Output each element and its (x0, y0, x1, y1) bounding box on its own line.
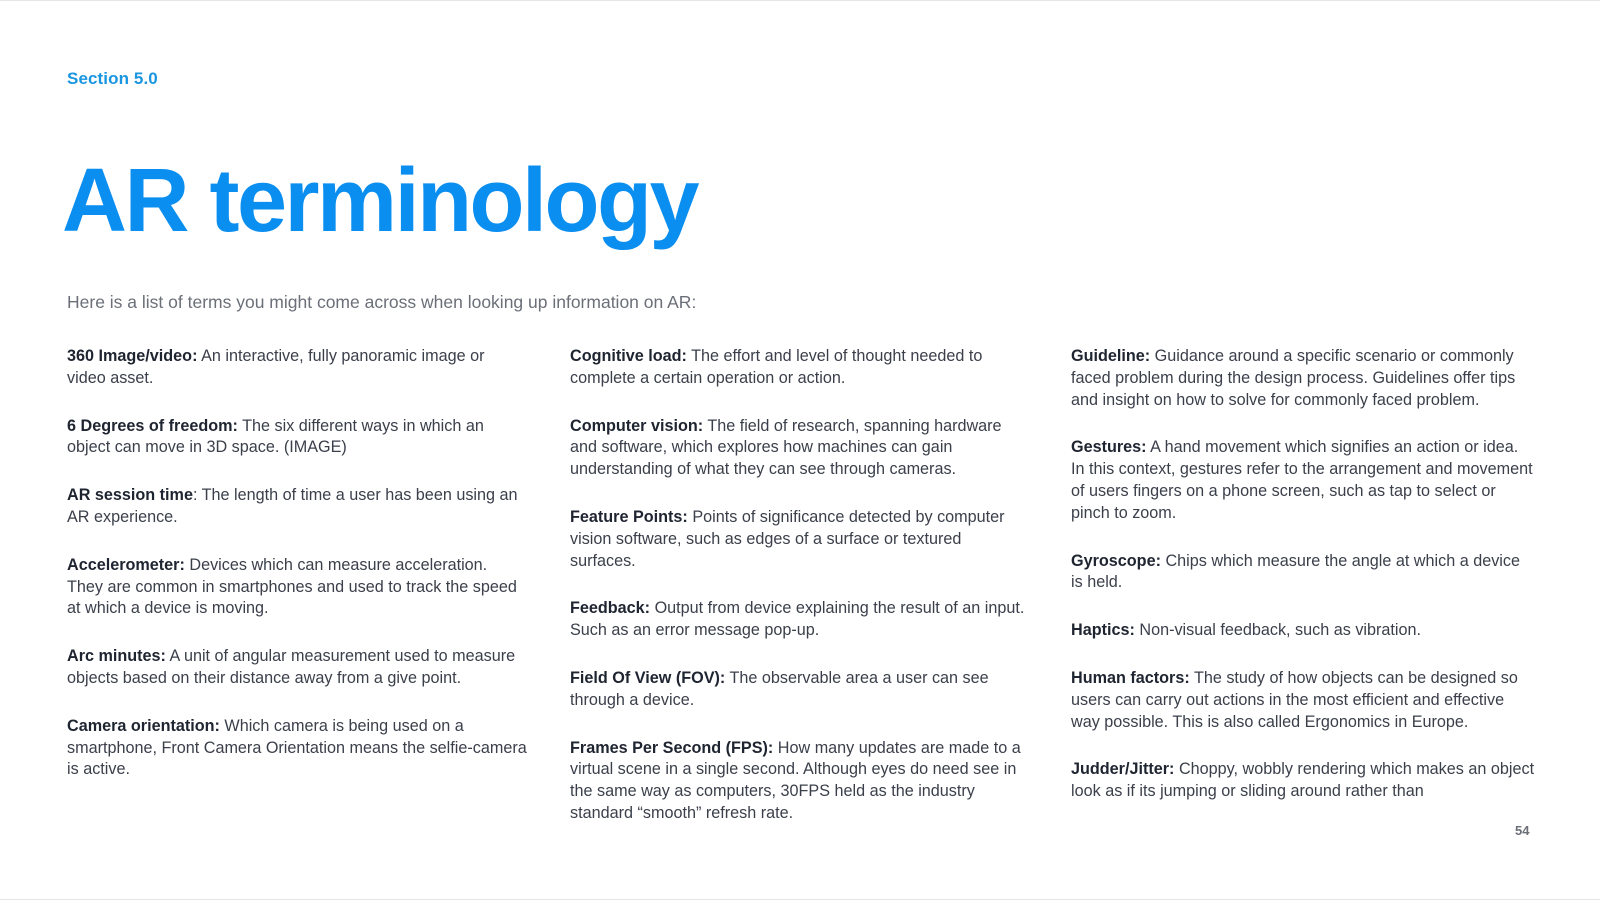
term-entry (67, 646, 527, 690)
term-definition: Devices which can measure acceleration. They are common in smartphones and used to track the speed at which a device is moving. (67, 555, 517, 618)
term-entry (67, 416, 527, 460)
term-name: Guideline: (1071, 347, 1151, 365)
term-definition: A hand movement which signifies an action or idea. In this context, gestures refer to the arrangement and movement of users fingers on a phone screen, such as tap to select or pinch to zoom. (1071, 438, 1533, 522)
term-entry (1071, 437, 1536, 524)
term-name: Accelerometer: (67, 555, 185, 574)
term-definition: Points of significance detected by computer vision software, such as edges of a surface or textured surfaces. (570, 507, 1005, 570)
term-entry (570, 598, 1030, 642)
term-definition: An interactive, fully panoramic image or video asset. (67, 347, 485, 387)
term-definition: Guidance around a specific scenario or commonly faced problem during the design process. Guidelines offer tips and insight on how to solve for commonly faced problem. (1071, 347, 1516, 409)
term-definition: Which camera is being used on a smartphone, Front Camera Orientation means the selfie-camera is active. (67, 716, 527, 779)
term-name: Human factors: (1071, 668, 1190, 687)
term-definition: The study of how objects can be designed so users can carry out actions in the most efficient and effective way possible. This is also called Ergonomics in Europe. (1071, 668, 1518, 731)
top-divider (0, 0, 1600, 1)
term-name: Feedback: (570, 599, 651, 618)
term-entry (570, 668, 1030, 712)
section-label: Section 5.0 (67, 69, 158, 88)
term-entry (1071, 759, 1536, 803)
term-definition: : The length of time a user has been using an AR experience. (67, 486, 518, 526)
terms-column-2 (570, 346, 1030, 851)
term-definition: The effort and level of thought needed to complete a certain operation or action. (570, 347, 983, 387)
term-definition: The six different ways in which an object can move in 3D space. (IMAGE) (67, 416, 484, 457)
term-name: Computer vision: (570, 416, 704, 435)
term-name: 360 Image/video: (67, 347, 198, 365)
term-entry (570, 738, 1030, 825)
term-name: Cognitive load: (570, 347, 687, 365)
term-entry (1071, 551, 1536, 595)
term-name: Haptics: (1071, 621, 1135, 640)
term-name: Judder/Jitter: (1071, 760, 1175, 779)
term-entry (67, 716, 527, 781)
term-name: 6 Degrees of freedom: (67, 416, 238, 435)
term-entry (1071, 346, 1536, 411)
term-definition: How many updates are made to a virtual scene in a single second. Although eyes do need see in the same way as computers, 30FPS held as the industry standard “smooth” refresh rate. (570, 738, 1021, 822)
term-definition: A unit of angular measurement used to measure objects based on their distance away from a give point. (67, 647, 516, 687)
term-definition: Non-visual feedback, such as vibration. (1134, 621, 1422, 640)
term-name: Gyroscope: (1071, 551, 1161, 570)
term-definition: Chips which measure the angle at which a device is held. (1071, 551, 1520, 592)
term-entry (67, 555, 527, 620)
term-entry (570, 416, 1030, 481)
term-name: Camera orientation: (67, 716, 220, 735)
term-entry (67, 346, 527, 390)
term-name: Field Of View (FOV): (570, 668, 726, 687)
page-title: AR terminology (62, 151, 698, 251)
term-name: Arc minutes: (67, 647, 166, 666)
term-name: AR session time (67, 486, 193, 505)
page-number: 54 (1515, 823, 1530, 838)
term-entry (1071, 668, 1536, 733)
term-name: Frames Per Second (FPS): (570, 738, 774, 757)
term-name: Gestures: (1071, 438, 1147, 457)
intro-text: Here is a list of terms you might come across when looking up information on AR: (67, 292, 697, 312)
terms-column-1 (67, 346, 527, 807)
term-entry (1071, 620, 1536, 642)
term-definition: The observable area a user can see through a device. (570, 668, 989, 709)
term-definition: Output from device explaining the result of an input. Such as an error message pop-up. (570, 599, 1025, 640)
term-definition: Choppy, wobbly rendering which makes an object look as if its jumping or sliding around rather than (1071, 760, 1535, 801)
term-entry (570, 507, 1030, 572)
term-entry (570, 346, 1030, 390)
term-definition: The field of research, spanning hardware and software, which explores how machines can gain understanding of what they can see through cameras. (570, 416, 1002, 479)
term-name: Feature Points: (570, 507, 688, 526)
terms-column-3 (1071, 346, 1536, 829)
term-entry (67, 485, 527, 529)
